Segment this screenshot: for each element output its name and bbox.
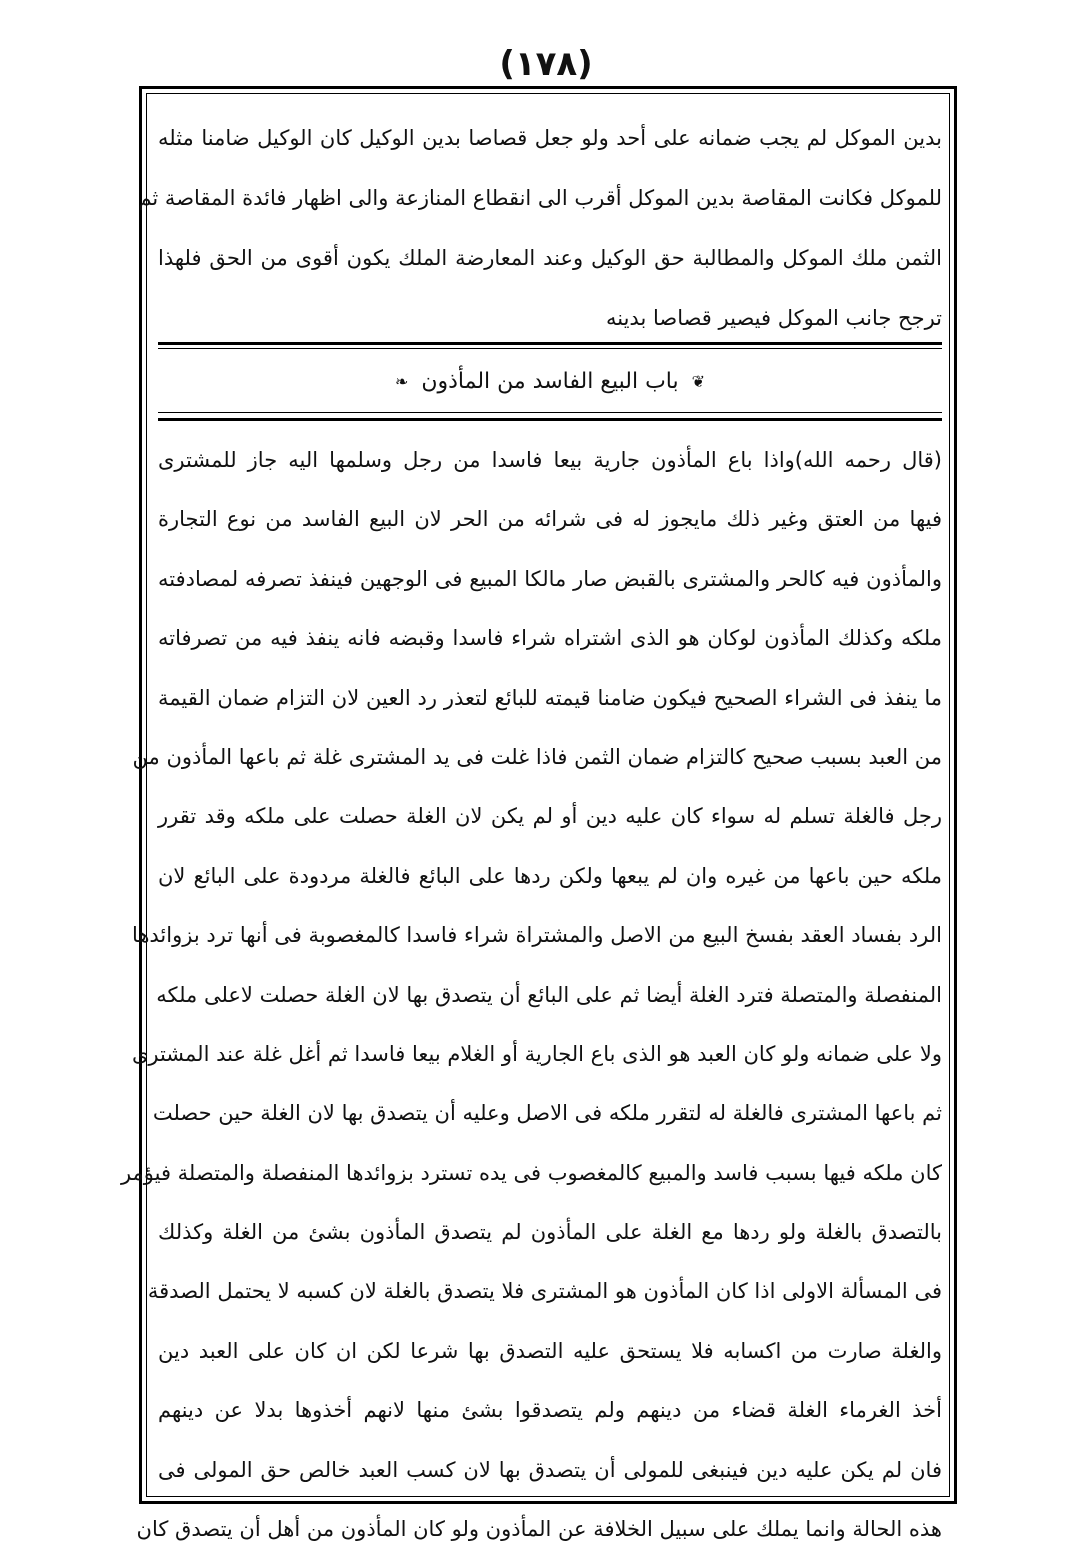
body-paragraph bbox=[120, 431, 942, 1559]
text-line: ولا على ضمانه ولو كان العبد هو الذى باع الجارية أو الغلام بيعا فاسدا ثم أغل غلة عند المشترى bbox=[131, 1041, 942, 1066]
text-line: ملكه وكذلك المأذون لوكان هو الذى اشتراه شراء فاسدا وقبضه فانه ينفذ فيه من تصرفاته bbox=[158, 626, 942, 651]
text-line: بدين الموكل لم يجب ضمانه على أحد ولو جعل قصاصا بدين الوكيل كان الوكيل ضامنا مثله bbox=[158, 126, 942, 150]
text-line: كان ملكه فيها بسبب فاسد والمبيع كالمغصوب فى يده تسترد بزوائدها المنفصلة والمتصلة فيؤمر bbox=[120, 1160, 942, 1185]
text-line: ما ينفذ فى الشراء الصحيح فيكون ضامنا قيمته للبائع لتعذر رد العين لان التزام ضمان القيمة bbox=[158, 685, 942, 710]
ornament-left-icon: ❧ bbox=[394, 372, 409, 391]
text-line: المنفصلة والمتصلة فترد الغلة أيضا ثم على البائع أن يتصدق بها لان الغلة حصلت لاعلى ملكه bbox=[156, 982, 942, 1007]
section-divider-top bbox=[158, 342, 942, 345]
text-line: والمأذون فيه كالحر والمشترى بالقبض صار مالكا المبيع فى الوجهين فينفذ تصرفه لمصادفته bbox=[158, 566, 942, 591]
text-line: الرد بفساد العقد بفسخ البيع من الاصل والمشتراة شراء فاسدا كالمغصوبة فى أنها ترد بزوائدها bbox=[131, 923, 942, 948]
text-line: فيها من العتق وغير ذلك مايجوز له فى شرائه من الحر لان البيع الفاسد من نوع التجارة bbox=[158, 507, 942, 532]
text-line: من العبد بسبب صحيح كالتزام ضمان الثمن فاذا غلت فى يد المشترى غلة ثم باعها المأذون من bbox=[132, 744, 942, 769]
text-line: للموكل فكانت المقاصة بدين الموكل أقرب الى انقطاع المنازعة والى اظهار فائدة المقاصة ثم bbox=[138, 186, 942, 210]
text-line: فان لم يكن عليه دين فينبغى للمولى أن يتصدق بها لان كسب العبد خالص حق المولى فى bbox=[158, 1457, 942, 1482]
section-divider-bottom-thin bbox=[158, 412, 942, 413]
chapter-heading bbox=[158, 362, 942, 402]
text-line: بالتصدق بالغلة ولو ردها مع الغلة على المأذون لم يتصدق المأذون بشئ من الغلة وكذلك bbox=[158, 1220, 942, 1245]
text-line: ترجح جانب الموكل فيصير قصاصا بدينه bbox=[605, 306, 942, 330]
text-line: الثمن ملك الموكل والمطالبة حق الوكيل وعند المعارضة الملك يكون أقوى من الحق فلهذا bbox=[158, 246, 942, 270]
text-line: رجل فالغلة تسلم له سواء كان عليه دين أو لم يكن لان الغلة حصلت على ملكه وقد تقرر bbox=[158, 804, 942, 829]
chapter-title: باب البيع الفاسد من المأذون bbox=[421, 369, 679, 394]
page-number: (١٧٨) bbox=[499, 44, 593, 84]
ornament-right-icon: ❦ bbox=[691, 372, 706, 391]
text-line: فى المسألة الاولى اذا كان المأذون هو المشترى فلا يتصدق بالغلة لان كسبه لا يحتمل الصدقة bbox=[147, 1279, 942, 1304]
text-line: (قال رحمه الله)واذا باع المأذون جارية بيعا فاسدا من رجل وسلمها اليه جاز للمشترى bbox=[158, 448, 942, 472]
text-line: والغلة صارت من اكسابه فلا يستحق عليه التصدق بها شرعا لكن ان كان على العبد دين bbox=[158, 1338, 942, 1363]
text-line: ثم باعها المشترى فالغلة له لتقرر ملكه فى الاصل وعليه أن يتصدق بها لان الغلة حين حصلت bbox=[152, 1101, 942, 1126]
text-line: هذه الحالة وانما يملك على سبيل الخلافة عن المأذون ولو كان المأذون من أهل أن يتصدق كان bbox=[136, 1517, 942, 1542]
top-paragraph bbox=[138, 108, 942, 348]
text-line: أخذ الغرماء الغلة قضاء من دينهم ولم يتصدقوا بشئ منها لانهم أخذوها بدلا عن دينهم bbox=[158, 1398, 942, 1423]
section-divider-bottom bbox=[158, 418, 942, 421]
text-line: ملكه حين باعها من غيره وان لم يبعها ولكن ردها على البائع فالغلة مردودة على البائع لان bbox=[158, 863, 942, 888]
section-divider-top-thin bbox=[158, 348, 942, 349]
